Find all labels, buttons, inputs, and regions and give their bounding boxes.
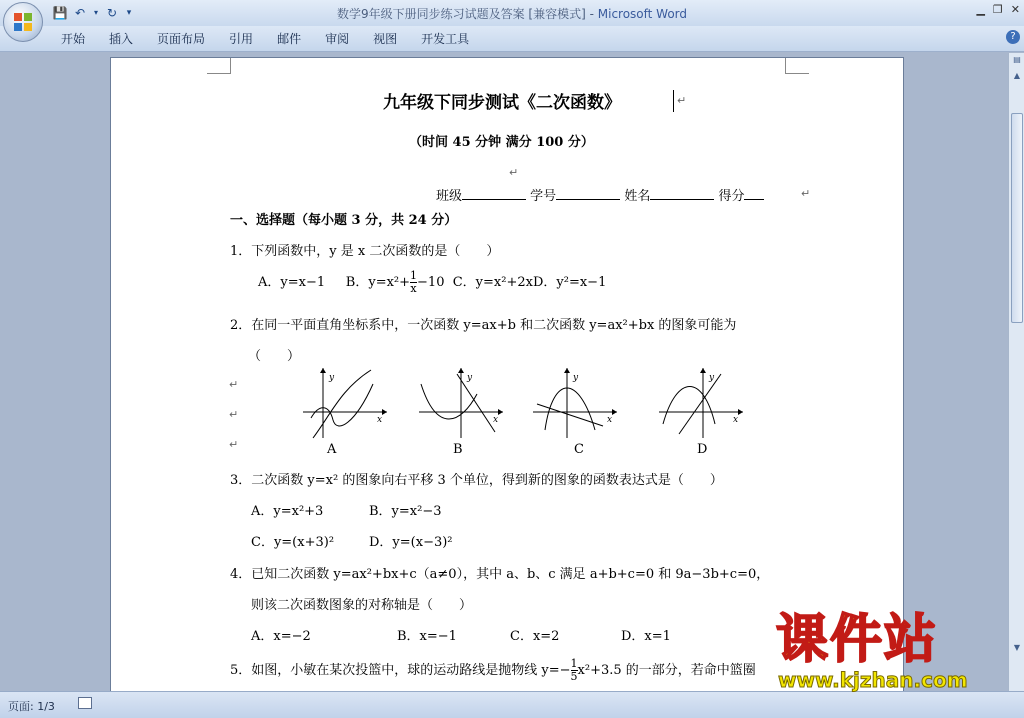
office-button[interactable] [3,2,43,42]
question-1: 1．下列函数中，y 是 x 二次函数的是（ ） [230,244,500,259]
text-cursor [673,90,674,112]
question-5: 5．如图，小敏在某次投篮中，球的运动路线是抛物线 y=− $\frac{1}{5}$ x²+3.5 的一部分，若命中篮圈 [230,657,756,683]
graph-label-d: D [697,442,708,457]
document-page[interactable] [110,57,904,691]
save-icon[interactable]: 💾 [52,6,68,20]
status-bar [0,691,1024,718]
ribbon-tab-bar [0,26,1024,52]
graph-label-c: C [574,442,584,457]
restore-icon[interactable]: ❐ [992,3,1003,16]
question-4-line-2: 则该二次函数图象的对称轴是（ ） [251,598,473,613]
proofing-icon[interactable] [78,697,92,709]
scroll-down-icon[interactable]: ▼ [1013,643,1021,652]
help-icon[interactable]: ? [1006,30,1020,44]
ribbon-tab[interactable]: 插入 [109,32,134,46]
svg-text:y: y [573,373,579,383]
question-3-option-d: D．y=(x−3)² [369,535,453,550]
page-indicator[interactable]: 页面: 1/3 [8,700,55,713]
title-bar [0,0,1024,26]
ribbon-tab[interactable]: 审阅 [325,32,350,46]
watermark-url: www.kjzhan.com [778,668,968,692]
graph-d [657,364,747,440]
ribbon-tab[interactable]: 开始 [61,32,86,46]
undo-dropdown-icon[interactable]: ▾ [93,8,98,17]
window-controls [976,3,1020,16]
svg-text:y: y [709,373,715,383]
ribbon-tab[interactable]: 开发工具 [421,32,470,46]
ribbon-tab[interactable]: 引用 [229,32,254,46]
question-4-option-d: D．x=1 [621,629,671,644]
close-icon[interactable]: ✕ [1010,3,1020,16]
question-4: 4．已知二次函数 y=ax²+bx+c（a≠0），其中 a、b、c 满足 a+b+c=0 和 9a−3b+c=0， [230,567,770,582]
vertical-scrollbar[interactable] [1008,53,1024,691]
document-title: 九年级下同步测试《二次函数》 [383,93,621,113]
question-4-option-c: C．x=2 [510,629,560,644]
customize-qat-icon[interactable]: ▾ [126,8,132,18]
question-2-paren: （ ） [248,349,301,364]
paragraph-mark: ↵ [801,187,811,200]
paragraph-mark: ↵ [509,166,519,179]
graph-a [301,364,391,440]
undo-icon[interactable]: ↶ [74,6,86,20]
question-3-option-a: A．y=x²+3 [251,504,324,519]
scroll-thumb[interactable] [1011,113,1023,323]
ribbon-tab[interactable]: 页面布局 [157,32,206,46]
question-4-option-a: A．x=−2 [251,629,311,644]
graph-c [531,364,621,440]
svg-text:x: x [733,415,739,425]
site-watermark [776,610,1024,690]
graph-b [417,364,507,440]
redo-icon[interactable]: ↻ [106,6,118,20]
question-3-option-c: C．y=(x+3)² [251,535,335,550]
question-3-option-b: B．y=x²−3 [369,504,442,519]
minimize-icon[interactable]: ▁ [976,3,985,16]
ribbon-tab[interactable]: 视图 [373,32,398,46]
graph-label-a: A [327,442,337,457]
question-2: 2．在同一平面直角坐标系中，一次函数 y=ax+b 和二次函数 y=ax²+bx 的图象可能为 [230,318,737,333]
svg-text:y: y [329,373,335,383]
svg-text:y: y [467,373,473,383]
ruler-toggle-icon[interactable]: ▤ [1013,55,1021,64]
ribbon-tab[interactable]: 邮件 [277,32,302,46]
paragraph-mark: ↵ [677,94,687,107]
question-1-options: A．y=x−1 B．y=x²+ $\frac{1}{x}$ −10 C．y=x²+2xD．y²=x−1 [258,269,607,295]
svg-text:x: x [493,415,499,425]
scroll-up-icon[interactable]: ▲ [1013,71,1021,80]
paragraph-mark: ↵ [229,438,239,451]
document-area [0,53,1008,691]
svg-text:x: x [377,415,383,425]
paragraph-mark: ↵ [229,408,239,421]
paragraph-mark: ↵ [229,378,239,391]
svg-text:x: x [607,415,613,425]
question-3: 3．二次函数 y=x² 的图象向右平移 3 个单位，得到新的图象的函数表达式是（ ） [230,473,723,488]
window-title: 数学9年级下册同步练习试题及答案 [兼容模式] - Microsoft Word [336,7,688,21]
section-heading: 一、选择题（每小题 3 分，共 24 分） [230,213,458,228]
watermark-text: 课件站 [776,610,939,670]
document-subtitle: （时间 45 分钟 满分 100 分） [409,135,594,150]
question-4-option-b: B．x=−1 [397,629,457,644]
office-logo-icon [13,12,33,32]
graph-label-b: B [453,442,463,457]
header-fields: 班级 学号 姓名 得分 [436,185,764,204]
